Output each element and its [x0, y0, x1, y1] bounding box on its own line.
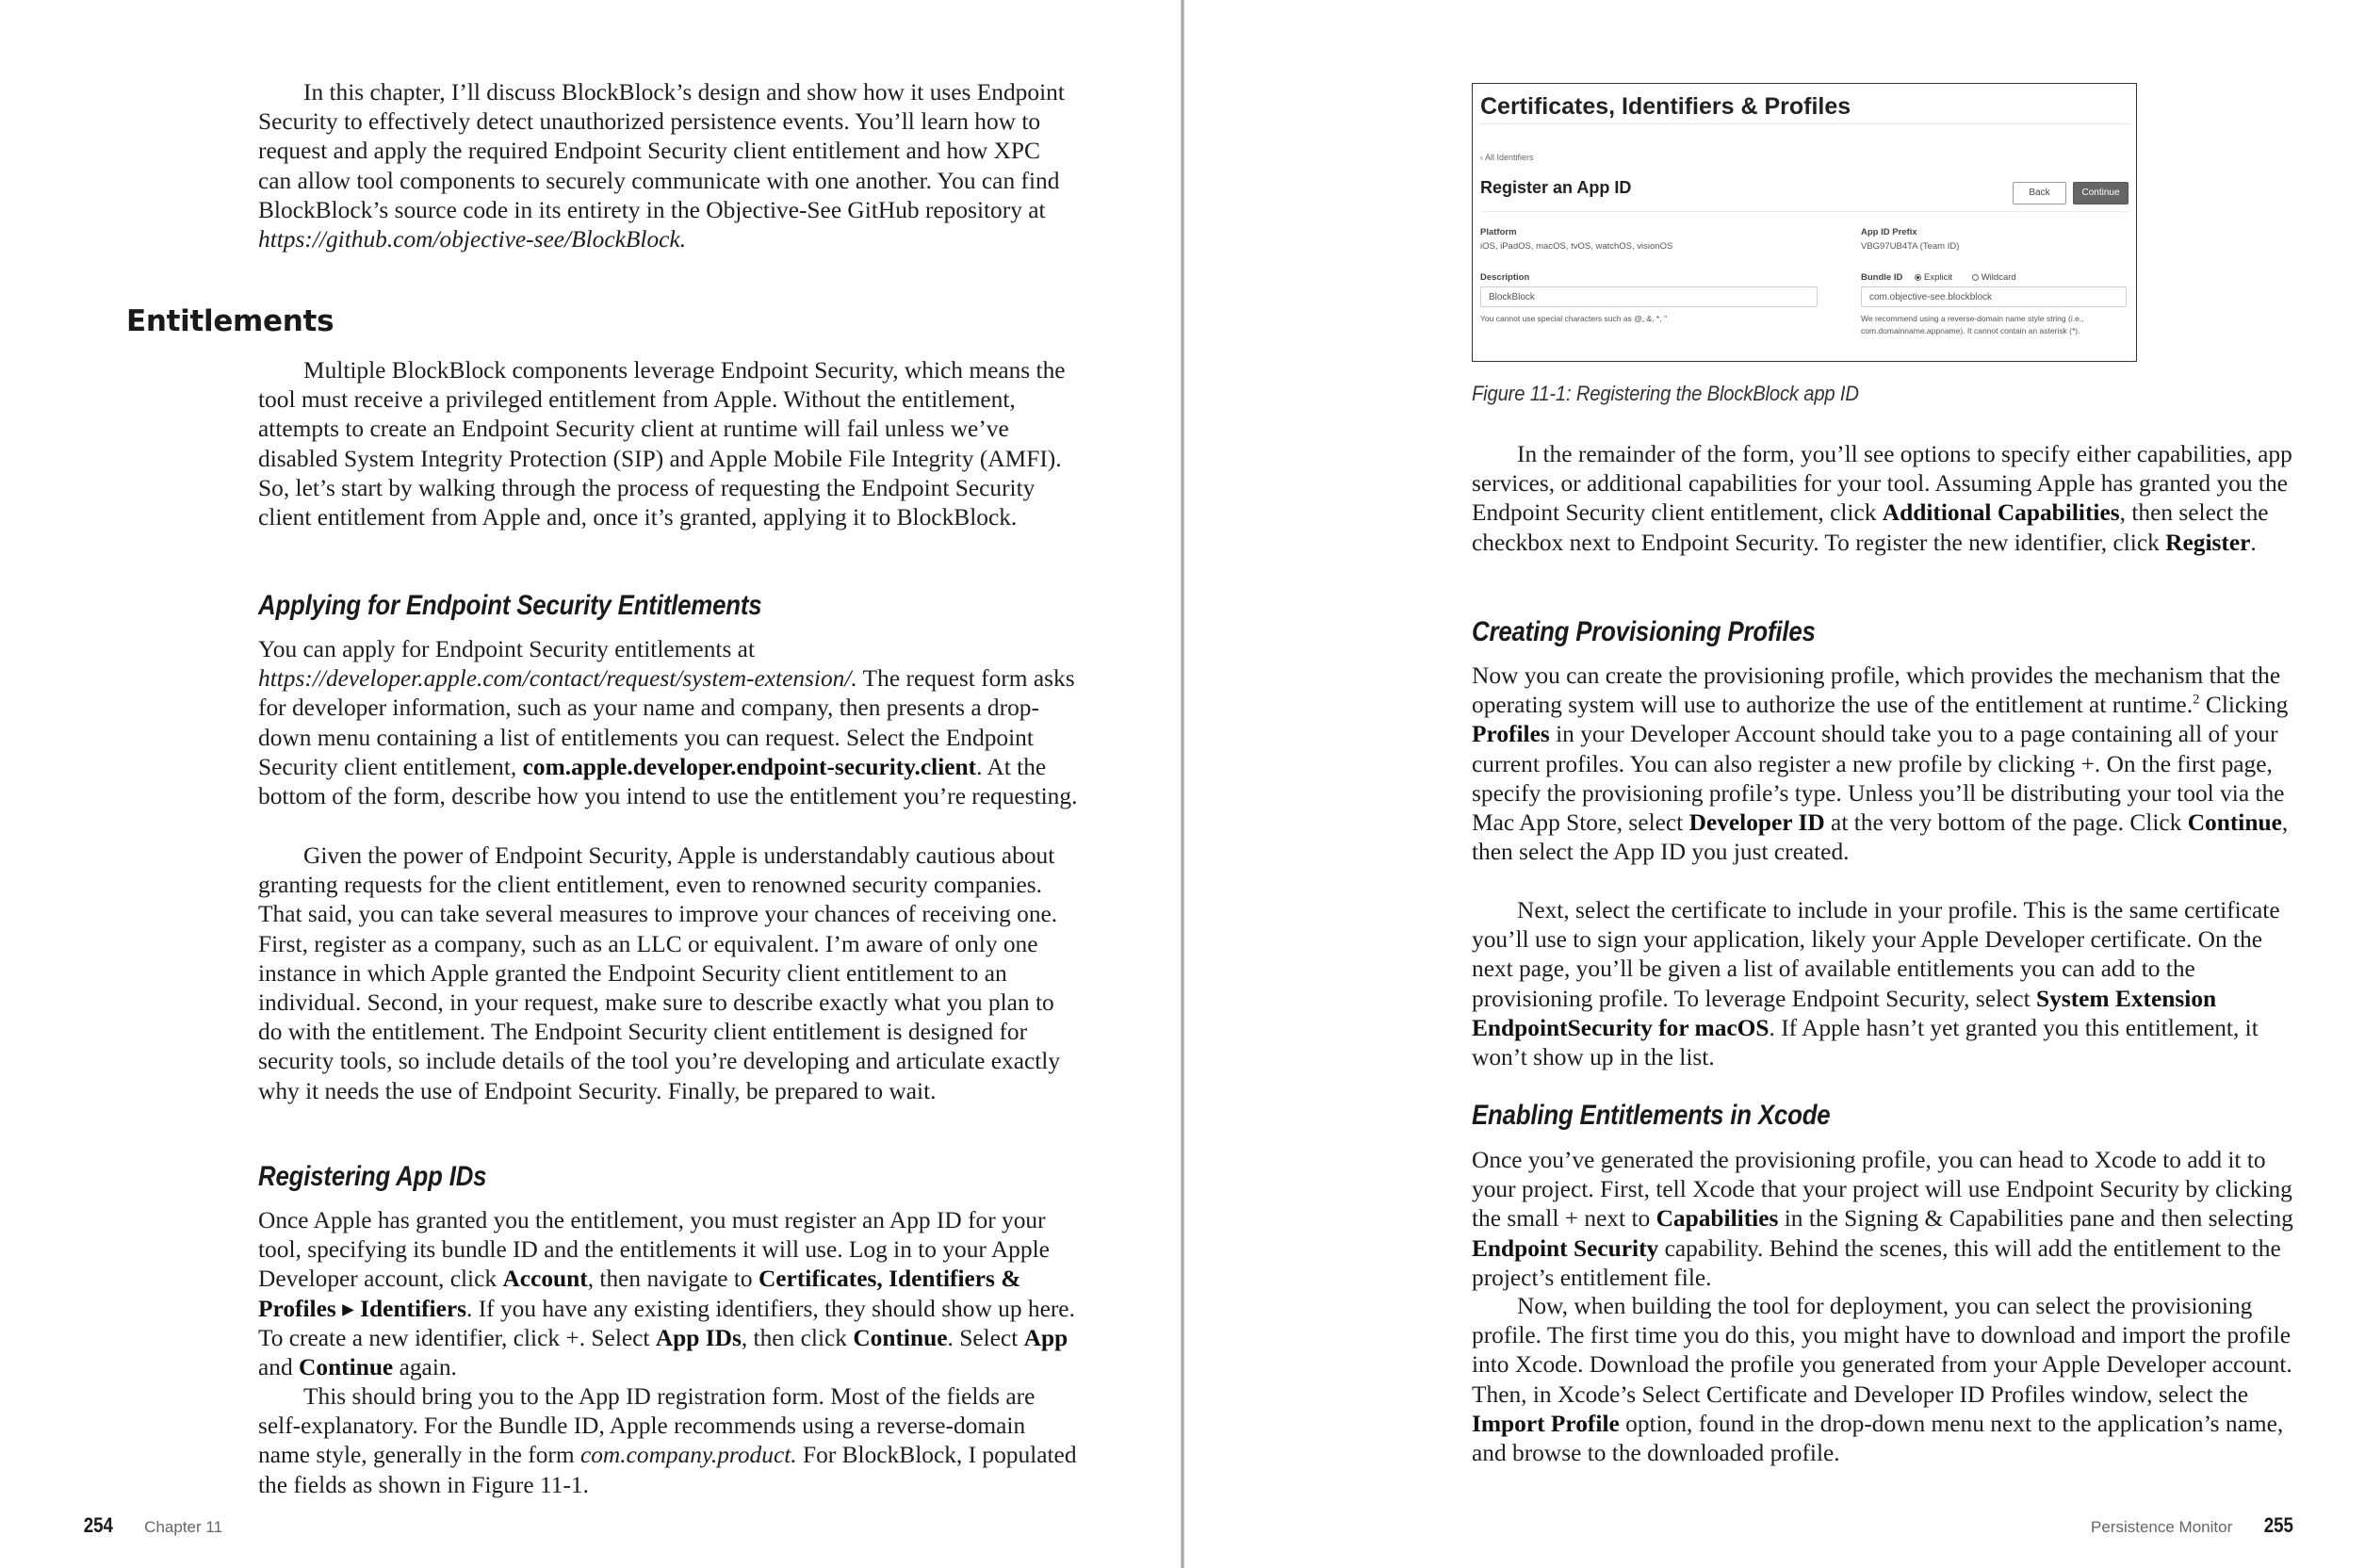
figure-divider: [1480, 123, 2128, 124]
page-number: 255: [2263, 1513, 2293, 1537]
capabilities-paragraph: In the remainder of the form, you’ll see options to specify either capabilities, app services, or additional capabilities for your tool. Assuming Apple has granted you the Endpoint Security client entitlement, click Additional Capabilities, then select the checkbox next to Endpoint Security. To register the new identifier, click Register.: [1472, 441, 2292, 556]
applying-paragraph-2: Given the power of Endpoint Security, Apple is understandably cautious about granting requests for the client entitlement, even to renowned security companies. That said, you can take several measures to improve your chances of receiving one. First, register as a company, such as an LLC or equivalent. I’m aware of only one instance in which Apple granted the Endpoint Security client entitlement to an individual. Second, in your request, make sure to describe exactly what you plan to do with the entitlement. The Endpoint Security client entitlement is designed for security tools, so include details of the tool you’re developing and articulate exactly why it needs the use of Endpoint Security. Finally, be prepared to wait.: [258, 842, 1061, 1104]
radio-selected-icon: [1915, 274, 1921, 281]
registering-paragraph-1: Once Apple has granted you the entitlement, you must register an App ID for your tool, specifying its bundle ID and the entitlements it will use. Log in to your Apple Developer account, click Account, then navigate to Certificates, Identifiers & Profiles ▸ Identifiers. If you have any existing identifiers, they should show up here. To create a new identifier, click +. Select App IDs, then click Continue. Select App and Continue again.: [258, 1207, 1075, 1381]
left-folio: [81, 1513, 222, 1538]
left-page: [0, 0, 1181, 1568]
intro-paragraph: In this chapter, I’ll discuss BlockBlock’s design and show how it uses Endpoint Security to effectively detect unauthorized persistence events. You’ll learn how to request and apply the required Endpoint Security client entitlement and how XPC can allow tool components to securely communicate with one another. You can find BlockBlock’s source code in its entirety in the Objective-See GitHub repository at https://github.com/objective-see/BlockBlock.: [258, 79, 1065, 253]
section-heading-entitlements: Entitlements: [126, 304, 334, 338]
xcode-paragraph-2: Now, when building the tool for deployment, you can select the provisioning profile. The first time you do this, you might have to download and import the profile into Xcode. Download the profile you generated from your Apple Developer account. Then, in Xcode’s Select Certificate and Developer ID Profiles window, select the Import Profile option, found in the drop-down menu next to the application’s name, and browse to the downloaded profile.: [1472, 1293, 2292, 1467]
wildcard-radio[interactable]: Wildcard: [1972, 272, 2016, 283]
applying-paragraph-1: You can apply for Endpoint Security entitlements at https://developer.apple.com/contact/request/system-extension/. The request form asks for developer information, such as your name and company, then presents a drop-down menu containing a list of entitlements you can request. Select the Endpoint Security client entitlement, com.apple.developer.endpoint-security.client. At the bottom of the form, describe how you intend to use the entitlement you’re requesting.: [258, 636, 1078, 810]
app-id-prefix-value: VBG97UB4TA (Team ID): [1861, 241, 1960, 252]
apply-url[interactable]: https://developer.apple.com/contact/request/system-extension/.: [258, 665, 857, 693]
right-folio: [2091, 1513, 2295, 1538]
description-input[interactable]: BlockBlock: [1480, 286, 1818, 307]
description-label: Description: [1480, 272, 1530, 283]
subheading-registering: Registering App IDs: [258, 1161, 487, 1192]
all-identifiers-link[interactable]: ‹ All Identifiers: [1480, 153, 1534, 162]
bundle-id-label: Bundle ID Explicit Wildcard: [1861, 272, 2016, 283]
page-number: 254: [83, 1513, 113, 1537]
registering-paragraph-2: This should bring you to the App ID registration form. Most of the fields are self-explanatory. For the Bundle ID, Apple recommends using a reverse-domain name style, generally in the form com.company.product. For BlockBlock, I populated the fields as shown in Figure 11-1.: [258, 1383, 1077, 1498]
running-footer: Chapter 11: [144, 1518, 223, 1536]
provisioning-paragraph-2: Next, select the certificate to include in your profile. This is the same certificate you’ll use to sign your application, likely your Apple Developer certificate. On the next page, you’ll be given a list of available entitlements you can add to the provisioning profile. To leverage Endpoint Security, select System Extension EndpointSecurity for macOS. If Apple hasn’t yet granted you this entitlement, it won’t show up in the list.: [1472, 897, 2280, 1071]
explicit-radio[interactable]: Explicit: [1915, 272, 1952, 283]
right-page: [1184, 0, 2365, 1568]
figure-screenshot: [1472, 83, 2137, 362]
provisioning-paragraph-1: Now you can create the provisioning profile, which provides the mechanism that the operating system will use to authorize the use of the entitlement at runtime.$^2$ Clicking Profiles in your Developer Account should take you to a page containing all of your current profiles. You can also register a new profile by clicking +. On the first page, specify the provisioning profile’s type. Unless you’ll be distributing your tool via the Mac App Store, select Developer ID at the very bottom of the page. Click Continue, then select the App ID you just created.: [1472, 662, 2289, 866]
subheading-provisioning: Creating Provisioning Profiles: [1472, 616, 1816, 647]
bundle-id-hint-1: We recommend using a reverse-domain name style string (i.e.,: [1861, 314, 2084, 323]
app-id-prefix-label: App ID Prefix: [1861, 227, 1917, 237]
platform-value: iOS, iPadOS, macOS, tvOS, watchOS, visionOS: [1480, 241, 1673, 252]
running-footer: Persistence Monitor: [2091, 1518, 2233, 1536]
back-button[interactable]: Back: [2013, 182, 2066, 204]
description-hint: You cannot use special characters such as @, &, *, ": [1480, 314, 1667, 323]
subheading-xcode: Enabling Entitlements in Xcode: [1472, 1100, 1831, 1131]
figure-divider-2: [1480, 211, 2128, 212]
continue-button[interactable]: Continue: [2073, 182, 2128, 204]
intro-url[interactable]: https://github.com/objective-see/BlockBlock.: [258, 226, 687, 253]
bundle-id-input[interactable]: com.objective-see.blockblock: [1861, 286, 2127, 307]
entitlement-identifier: com.apple.developer.endpoint-security.client: [522, 753, 977, 780]
register-app-id-title: Register an App ID: [1480, 178, 1632, 197]
bundle-id-hint-2: com.domainname.appname). It cannot contain an asterisk (*).: [1861, 326, 2080, 335]
xcode-paragraph-1: Once you’ve generated the provisioning profile, you can head to Xcode to add it to your project. First, tell Xcode that your project will use Endpoint Security by clicking the small + next to Capabilities in the Signing & Capabilities pane and then selecting Endpoint Security capability. Behind the scenes, this will add the entitlement to the project’s entitlement file.: [1472, 1147, 2293, 1291]
platform-label: Platform: [1480, 227, 1517, 237]
figure-caption: Figure 11-1: Registering the BlockBlock app ID: [1472, 382, 1859, 405]
radio-unselected-icon: [1972, 274, 1979, 281]
subheading-applying: Applying for Endpoint Security Entitlements: [258, 590, 762, 621]
entitlements-paragraph: Multiple BlockBlock components leverage Endpoint Security, which means the tool must receive a privileged entitlement from Apple. Without the entitlement, attempts to create an Endpoint Security client at runtime will fail unless we’ve disabled System Integrity Protection (SIP) and Apple Mobile File Integrity (AMFI). So, let’s start by walking through the process of requesting the Endpoint Security client entitlement from Apple and, once it’s granted, applying it to BlockBlock.: [258, 357, 1066, 531]
figure-portal-title: Certificates, Identifiers & Profiles: [1480, 93, 1851, 120]
